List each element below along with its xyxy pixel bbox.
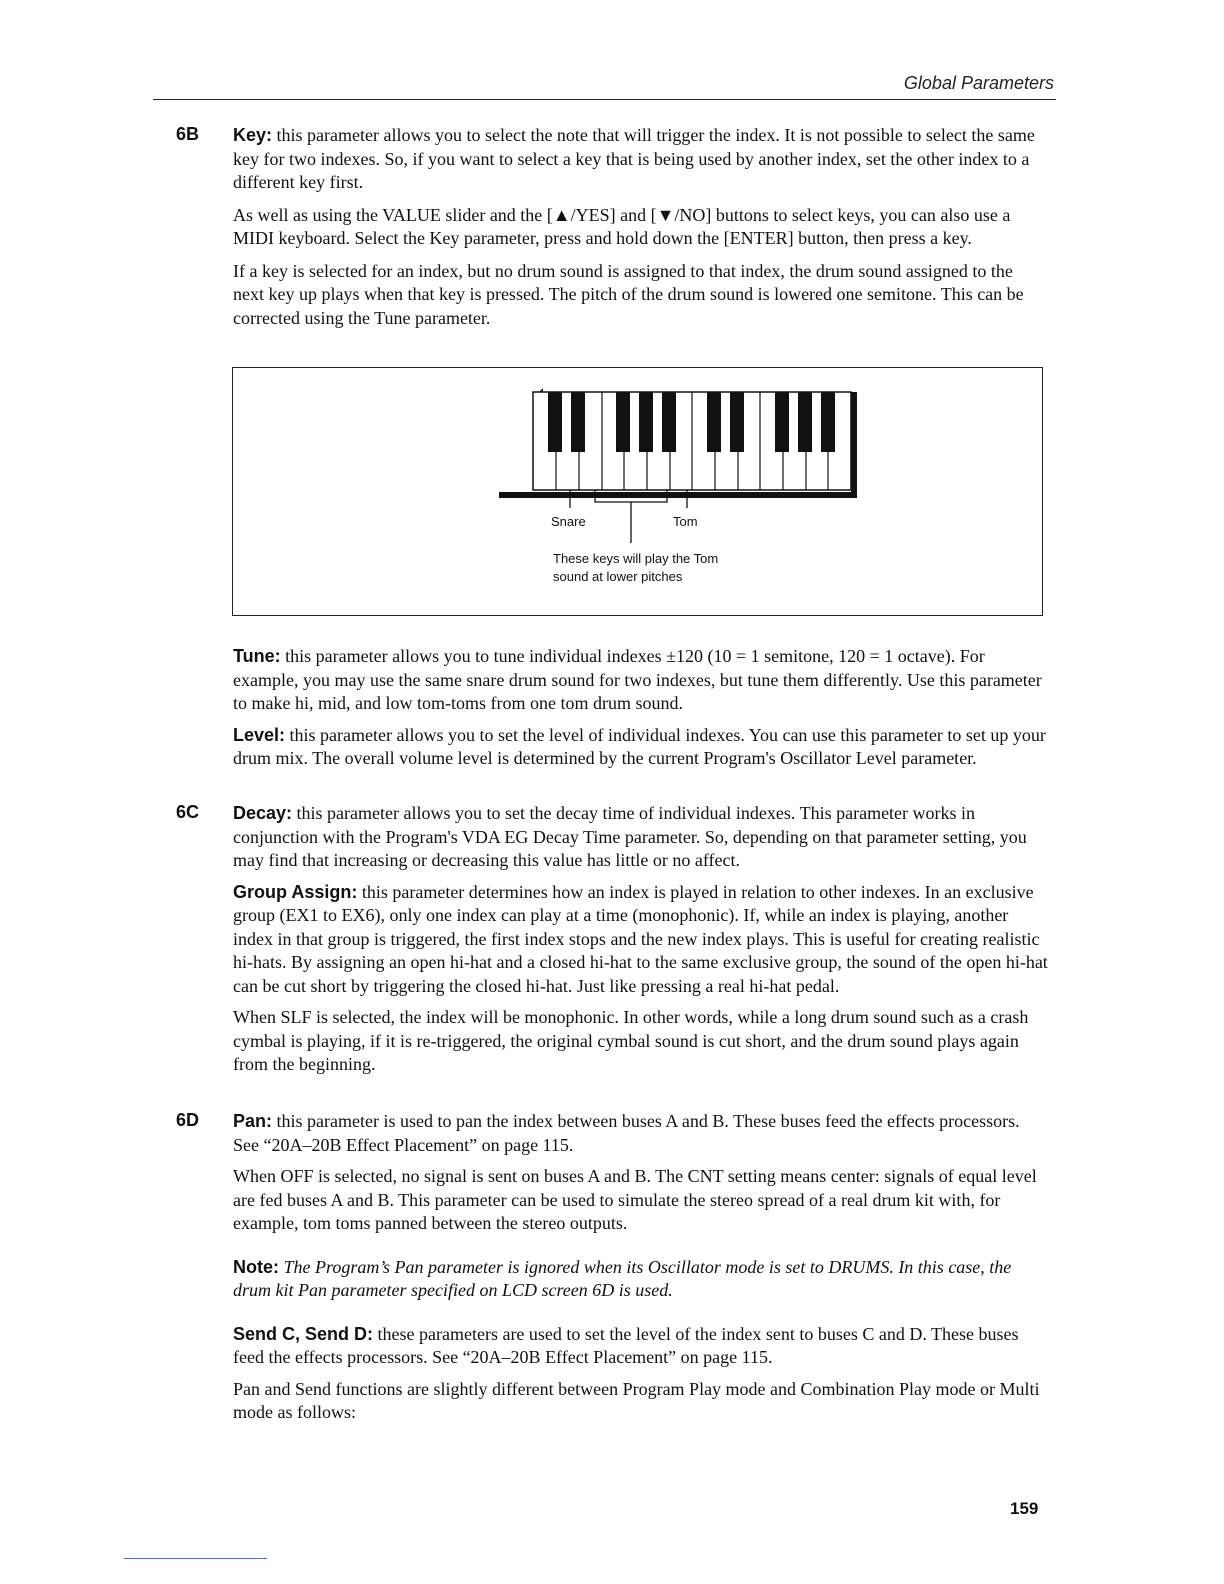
key-paragraph-midi: As well as using the VALUE slider and the [▲/YES] and [▼/NO] buttons to select keys, you can also use a MIDI keyboard. Select the Key parameter, press and hold down the [ENTER] button, then press a key. <box>233 204 1011 248</box>
header-rule <box>153 99 1056 100</box>
note-text: The Program’s Pan parameter is ignored when its Oscillator mode is set to DRUMS. In this case, the drum kit Pan parameter specified on LCD screen 6D is used. <box>233 1256 1012 1300</box>
key-paragraph <box>233 124 1048 195</box>
tom-label: Tom <box>673 514 698 529</box>
snare-label: Snare <box>551 514 586 529</box>
section-label-6d: 6D <box>176 1110 200 1130</box>
pan-section <box>233 1110 1048 1425</box>
send-text: these parameters are used to set the level of the index sent to buses C and D. These buses feed the effects processors. See “20A–20B Effect Placement” on page 115. <box>233 1323 1019 1367</box>
caption-line-1: These keys will play the Tom <box>553 551 719 566</box>
pan-text: this parameter is used to pan the index between buses A and B. These buses feed the effects processors. See “20A–20B Effect Placement” on page 115. <box>233 1111 1020 1155</box>
tune-level-section <box>233 645 1048 771</box>
tune-term: Tune: <box>233 646 281 666</box>
decay-term: Decay: <box>233 803 293 823</box>
note-term: Note: <box>233 1256 279 1277</box>
tune-paragraph <box>233 645 1048 716</box>
decay-group-section <box>233 802 1048 1077</box>
running-header: Global Parameters <box>903 73 1054 93</box>
caption-line-2: sound at lower pitches <box>553 569 683 584</box>
slf-paragraph: When SLF is selected, the index will be monophonic. In other words, while a long drum sound such as a crash cymbal is playing, if it is re-triggered, the original cymbal sound is cut short, and the drum sound plays again from the beginning. <box>233 1007 1029 1074</box>
section-label-6b: 6B <box>176 124 200 144</box>
pan-send-modes-paragraph: Pan and Send functions are slightly different between Program Play mode and Combination Play mode or Multi mode as follows: <box>233 1378 1040 1422</box>
group-assign-text: this parameter determines how an index is played in relation to other indexes. In an exclusive group (EX1 to EX6), only one index can play at a time (monophonic). If, while an index is playing, another index in that group is triggered, the first index stops and the new index plays. This is useful for creating realistic hi-hats. By assigning an open hi-hat and a closed hi-hat to the same exclusive group, the sound of the open hi-hat can be cut short by triggering the closed hi-hat. Just like pressing a real hi-hat pedal. <box>233 881 1048 996</box>
off-cnt-paragraph: When OFF is selected, no signal is sent on buses A and B. The CNT setting means center: signals of equal level are fed buses A and B. This parameter can be used to simulate the stereo spread of a real drum kit with, for example, tom toms panned between the stereo outputs. <box>233 1166 1037 1233</box>
section-label-6c: 6C <box>176 802 200 822</box>
note-paragraph <box>233 1256 1048 1303</box>
key-section <box>233 124 1048 330</box>
key-term: Key: <box>233 125 273 145</box>
level-text: this parameter allows you to set the level of individual indexes. You can use this parameter to set up your drum mix. The overall volume level is determined by the current Program's Oscillator Level parameter. <box>233 724 1046 768</box>
pan-term: Pan: <box>233 1111 273 1131</box>
send-term: Send C, Send D: <box>233 1323 374 1344</box>
pan-paragraph <box>233 1110 1048 1157</box>
level-term: Level: <box>233 724 286 745</box>
figure-caption <box>553 550 718 586</box>
group-assign-term: Group Assign: <box>233 881 358 902</box>
decay-text: this parameter allows you to set the decay time of individual indexes. This parameter works in conjunction with the Program's VDA EG Decay Time parameter. So, depending on that parameter setting, you may find that increasing or decreasing this value has little or no affect. <box>233 803 1027 870</box>
decay-paragraph <box>233 802 1048 873</box>
key-text: this parameter allows you to select the note that will trigger the index. It is not possible to select the same key for two indexes. So, if you want to select a key that is being used by another index, set the other index to a different key first. <box>233 125 1035 192</box>
group-assign-paragraph <box>233 881 1048 999</box>
footer-rule <box>124 1558 267 1559</box>
level-paragraph <box>233 724 1048 771</box>
key-paragraph-next-key: If a key is selected for an index, but no drum sound is assigned to that index, the drum sound assigned to the next key up plays when that key is pressed. The pitch of the drum sound is lowered one semitone. This can be corrected using the Tune parameter. <box>233 260 1024 328</box>
page-number: 159 <box>1010 1499 1039 1518</box>
tune-text: this parameter allows you to tune individual indexes ±120 (10 = 1 semitone, 120 = 1 octave). For example, you may use the same snare drum sound for two indexes, but tune them differently. Use this parameter to make hi, mid, and low tom-toms from one tom drum sound. <box>233 646 1042 713</box>
send-paragraph <box>233 1323 1048 1370</box>
